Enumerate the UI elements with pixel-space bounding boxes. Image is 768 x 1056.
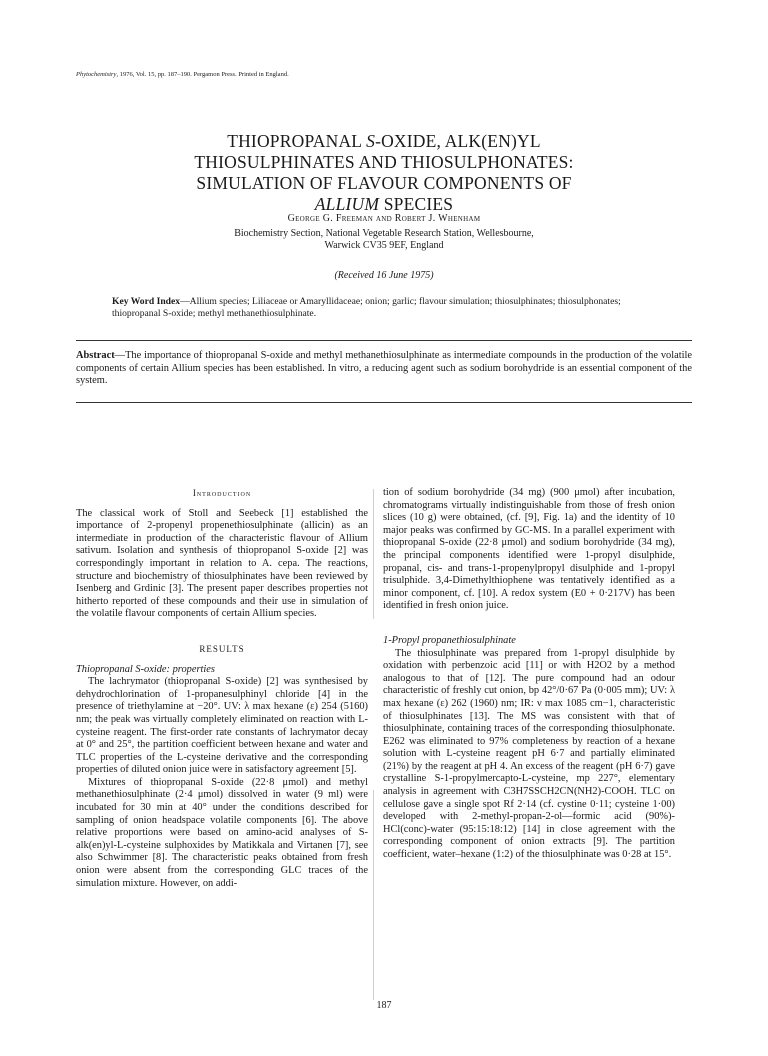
abstract-text: —The importance of thiopropanal S-oxide and methyl methanethiosulphinate as intermediate compounds in the production of the volatile components of certain Allium species has been established. In vitro, a reducing agent such as sodium borohydride is an essential component of the system.	[76, 350, 692, 387]
journal-info: , 1976, Vol. 15, pp. 187–190. Pergamon Press. Printed in England.	[116, 71, 289, 78]
results-subheading: Thiopropanal S-oxide: properties	[76, 663, 215, 675]
keyword-label: Key Word Index	[112, 296, 181, 307]
title-line-2: THIOSULPHINATES AND THIOSULPHONATES:	[194, 152, 574, 172]
paper-title	[76, 131, 692, 215]
title-line-1: THIOPROPANAL S-OXIDE, ALK(EN)YL	[227, 131, 541, 151]
affiliation: Biochemistry Section, National Vegetable Research Station, Wellesbourne, Warwick CV35 9EF, England	[234, 228, 534, 251]
keyword-index	[112, 296, 660, 320]
introduction-heading: Introduction	[192, 488, 252, 498]
keyword-text: —Allium species; Liliaceae or Amaryllidaceae; onion; garlic; flavour simulation; thiosulphinates; thiosulphonates; thiopropanal S-oxide; methyl methanethiosulphinate.	[112, 296, 621, 319]
left-column	[76, 487, 368, 890]
abstract-label: Abstract	[76, 350, 115, 361]
column-divider-lower	[373, 790, 374, 1000]
right-column	[383, 487, 675, 862]
journal-citation	[76, 71, 289, 78]
abstract-top-rule	[76, 340, 692, 341]
journal-name: Phytochemistry	[76, 71, 117, 78]
introduction-paragraph: The classical work of Stoll and Seebeck [1] established the importance of 2-propenyl propenethiosulphinate (allicin) as an intermediate in production of the characteristic flavour of Allium sativum. Isolation and synthesis of thiopropanol S-oxide [2] was correspondingly important in relation to A. cepa. The reactions, structure and biochemistry of thiosulphinates have been reviewed by Isenberg and Grdinic [3]. The present paper describes properties not hitherto reported of these compounds and their use in simulation of the volatile flavour components of certain Allium species.	[76, 507, 368, 620]
received-date: (Received 16 June 1975)	[334, 270, 434, 281]
title-line-4: ALLIUM SPECIES	[314, 194, 454, 214]
results-paragraph-2: Mixtures of thiopropanal S-oxide (22·8 μmol) and methyl methanethiosulphinate (2·4 μmol) dissolved in water (9 ml) were incubated for 30 min at 40° under the conditions described for sampling of onion headspace volatile components [6]. The above relative proportions were based on amino-acid analyses of S-alk(en)yl-L-cysteine sulphoxides by Matikkala and Virtanen [7], see also Schwimmer [8]. The characteristic peaks obtained from fresh onion were absent from the corresponding GLC traces of the simulation mixture. However, on addi-	[76, 776, 368, 889]
results-heading: RESULTS	[199, 643, 245, 654]
abstract	[76, 350, 692, 388]
abstract-bottom-rule	[76, 402, 692, 403]
right-paragraph-2: The thiosulphinate was prepared from 1-propyl disulphide by oxidation with perbenzoic acid [11] or with H2O2 by a method analogous to that of [12]. The pure compound had an odour characteristic of freshly cut onion, bp 42°/0·67 Pa (0·005 mm); UV: λ max hexane (ε) 262 (1960) nm; IR: ν max 1085 cm−1, characteristic of thiosulphinates [13]. The MS was consistent with that of thiosulphinate, containing traces of the corresponding thiosulphonate. E262 was eliminated to 97% completeness by reaction of a hexane solution with L-cysteine reagent pH 6·7 and partially eliminated (21%) by the reagent at pH 4. An excess of the reagent (pH 6·7) gave crystalline S-1-propylmercapto-L-cysteine, mp 227°, elementary analysis in agreement with C3H7SSCH2CN(NH2)-COOH. TLC on cellulose gave a single spot Rf 2·14 (cf. cystine 0·11; cysteine 1·00) developed with 2-methyl-propan-2-ol—formic acid (90%)-HCl(conc)-water (95:15:18:12) [14] in close agreement with the corresponding component of onion extracts [9]. The partition coefficient, water–hexane (1:2) of the thiosulphinate was 0·28 at 15°.	[383, 647, 675, 861]
title-line-3: SIMULATION OF FLAVOUR COMPONENTS OF	[196, 173, 572, 193]
page-number: 187	[376, 1000, 392, 1011]
right-paragraph-1: tion of sodium borohydride (34 mg) (900 μmol) after incubation, chromatograms virtually indistinguishable from those of fresh onion slices (10 g) were obtained, (cf. [9], Fig. 1a) and the identity of 10 major peaks was confirmed by GC-MS. In a parallel experiment with thiopropanal S-oxide (22·8 μmol) and sodium borohydride (34 mg), the principal components identified were 1-propyl disulphide, propanal, cis- and trans-1-propenylpropyl disulphide and 1-propyl trisulphide. 3,4-Dimethylthiophene was tentatively identified as a minor component, cf. [10]. A redox system (E0 + 0·217V) has been identified in fresh onion juice.	[383, 487, 675, 612]
column-divider-upper	[373, 489, 374, 619]
propyl-subheading: 1-Propyl propanethiosulphinate	[383, 634, 516, 646]
results-paragraph-1: The lachrymator (thiopropanal S-oxide) [2] was synthesised by dehydrochlorination of 1-propanesulphinyl chloride [4] in the presence of triethylamine at −20°. UV: λ max hexane (ε) 254 (5160) nm; the peak was virtually completely eliminated on reaction with L-cysteine reagent. The first-order rate constants of lachrymator decay at 0° and 25°, the partition coefficient between hexane and water and TLC properties of the L-cysteine derivative and the corresponding properties of diluted onion juice were in satisfactory agreement [5].	[76, 676, 368, 776]
authors: George G. Freeman and Robert J. Whenham	[287, 213, 481, 224]
